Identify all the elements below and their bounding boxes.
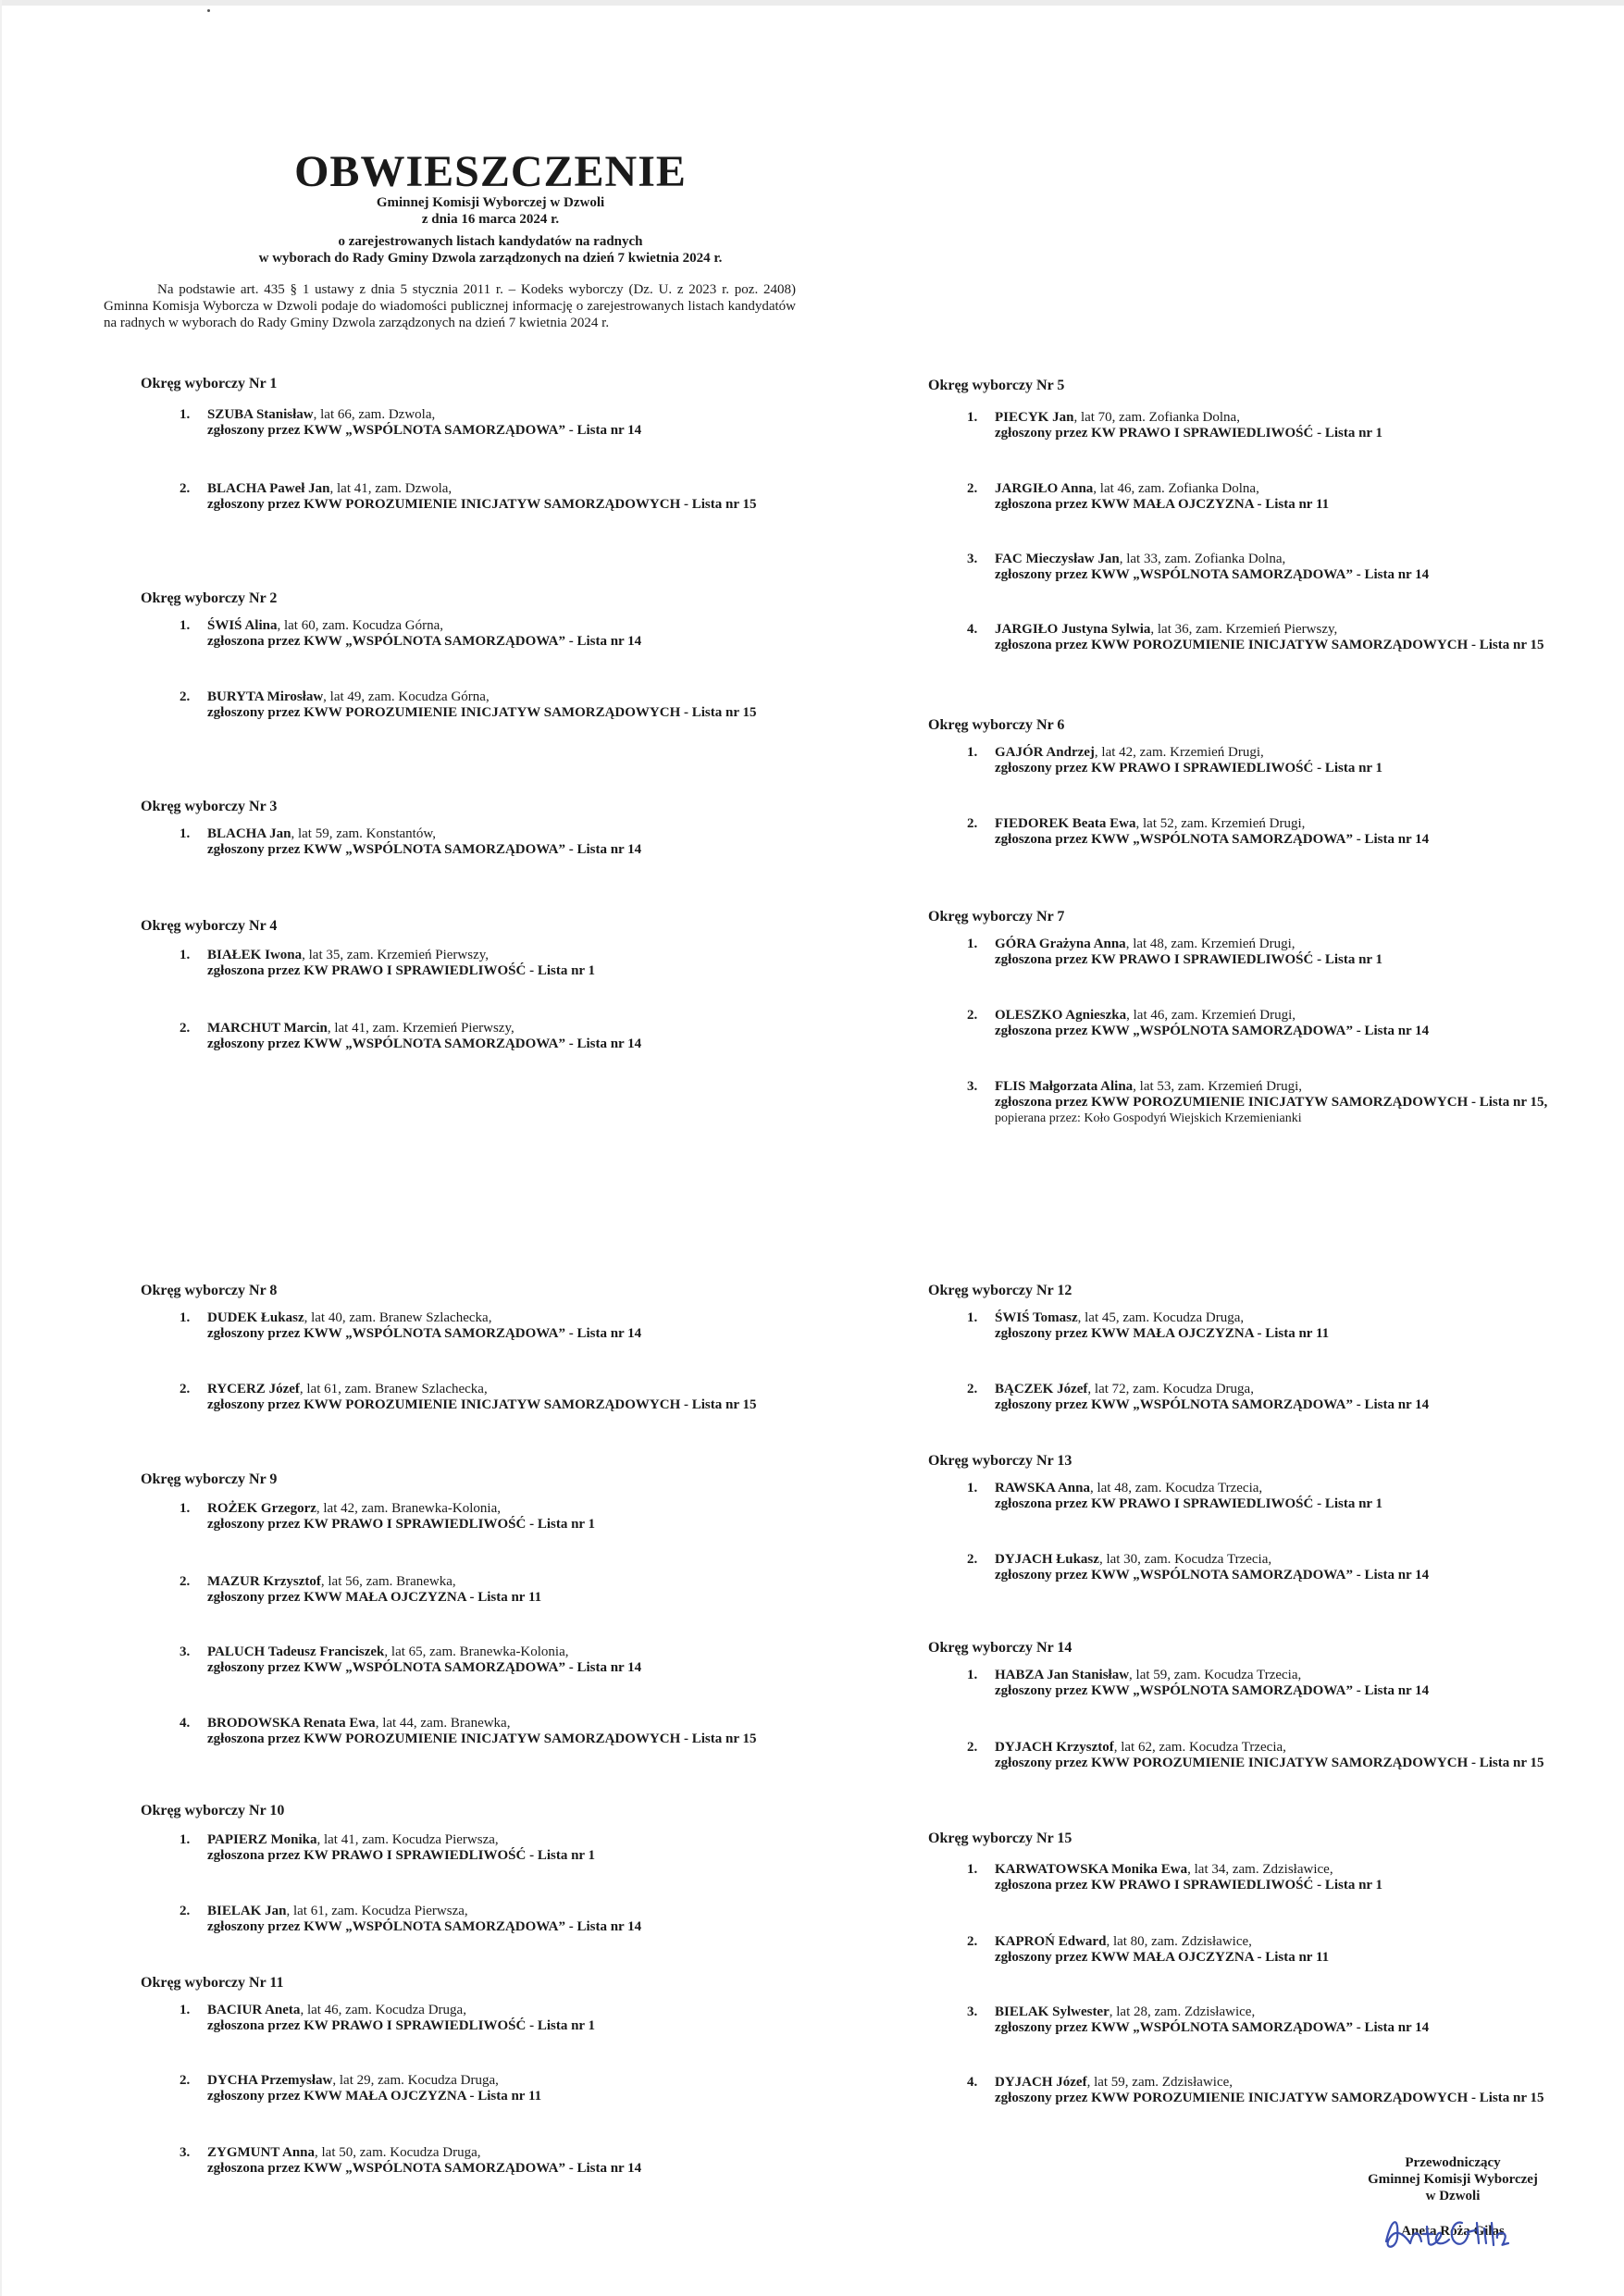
candidate-committee: zgłoszony przez KWW „WSPÓLNOTA SAMORZĄDOWA” - Lista nr 14: [995, 2020, 1430, 2035]
district-heading: Okręg wyborczy Nr 2: [141, 590, 278, 606]
candidate-entry: [967, 2004, 1596, 2036]
candidate-committee: zgłoszony przez KWW „WSPÓLNOTA SAMORZĄDOWA” - Lista nr 14: [207, 1326, 642, 1341]
candidate-number: 2.: [180, 2073, 191, 2088]
candidate-committee: zgłoszony przez KWW „WSPÓLNOTA SAMORZĄDOWA” - Lista nr 14: [207, 1036, 642, 1051]
candidate-details: , lat 28, zam. Zdzisławice,: [1109, 2004, 1256, 2019]
candidate-committee: zgłoszona przez KW PRAWO I SPRAWIEDLIWOŚĆ - Lista nr 1: [207, 963, 596, 978]
candidate-entry: [967, 1934, 1596, 1966]
candidate-name: SZUBA Stanisław: [207, 407, 314, 422]
candidate-details: , lat 41, zam. Kocudza Pierwsza,: [316, 1832, 499, 1847]
candidate-committee: zgłoszony przez KWW „WSPÓLNOTA SAMORZĄDOWA” - Lista nr 14: [207, 842, 642, 857]
candidate-entry: [180, 481, 809, 513]
candidate-committee: zgłoszony przez KWW POROZUMIENIE INICJATYW SAMORZĄDOWYCH - Lista nr 15: [207, 497, 757, 512]
candidate-details: , lat 59, zam. Kocudza Trzecia,: [1129, 1668, 1302, 1682]
candidate-name: GÓRA Grażyna Anna: [995, 937, 1126, 951]
candidate-details: , lat 45, zam. Kocudza Druga,: [1077, 1310, 1245, 1325]
candidate-details: , lat 34, zam. Zdzisławice,: [1187, 1862, 1333, 1877]
candidate-number: 1.: [967, 1481, 978, 1496]
candidate-details: , lat 62, zam. Kocudza Trzecia,: [1113, 1740, 1286, 1755]
candidate-name: JARGIŁO Justyna Sylwia: [995, 622, 1151, 637]
candidate-name: RYCERZ Józef: [207, 1382, 300, 1396]
candidate-name: JARGIŁO Anna: [995, 481, 1094, 496]
candidate-entry: [967, 1079, 1596, 1126]
candidate-number: 1.: [180, 407, 191, 422]
candidate-committee: zgłoszona przez KW PRAWO I SPRAWIEDLIWOŚĆ - Lista nr 1: [207, 1848, 596, 1863]
candidate-number: 2.: [180, 1904, 191, 1918]
candidate-name: HABZA Jan Stanisław: [995, 1668, 1130, 1682]
candidate-entry: [180, 1832, 809, 1864]
candidate-name: BIELAK Sylwester: [995, 2004, 1110, 2019]
district-heading: Okręg wyborczy Nr 4: [141, 918, 278, 934]
candidate-name: BACIUR Aneta: [207, 2003, 301, 2017]
candidate-entry: [180, 618, 809, 650]
district-heading: Okręg wyborczy Nr 3: [141, 799, 278, 814]
document-title: OBWIESZCZENIE: [294, 147, 687, 196]
candidate-entry: [967, 1382, 1596, 1413]
candidate-entry: [180, 2073, 809, 2104]
candidate-entry: [180, 689, 809, 721]
candidate-number: 2.: [180, 1574, 191, 1589]
candidate-name: DYJACH Krzysztof: [995, 1740, 1114, 1755]
candidate-number: 3.: [967, 2004, 978, 2019]
district-heading: Okręg wyborczy Nr 7: [928, 909, 1065, 925]
candidate-name: FIEDOREK Beata Ewa: [995, 816, 1136, 831]
candidate-number: 2.: [180, 689, 191, 704]
candidate-number: 1.: [180, 1501, 191, 1516]
candidate-number: 3.: [180, 1644, 191, 1659]
candidate-entry: [180, 1501, 809, 1533]
header-line-2: z dnia 16 marca 2024 r.: [421, 212, 560, 227]
candidate-committee: zgłoszony przez KWW „WSPÓLNOTA SAMORZĄDOWA” - Lista nr 14: [995, 1397, 1430, 1412]
candidate-name: PALUCH Tadeusz Franciszek: [207, 1644, 385, 1659]
candidate-entry: [180, 1382, 809, 1413]
candidate-committee: zgłoszony przez KW PRAWO I SPRAWIEDLIWOŚĆ - Lista nr 1: [207, 1517, 596, 1532]
candidate-details: , lat 53, zam. Krzemień Drugi,: [1133, 1079, 1303, 1094]
candidate-details: , lat 49, zam. Kocudza Górna,: [323, 689, 490, 704]
candidate-details: , lat 36, zam. Krzemień Pierwszy,: [1150, 622, 1338, 637]
candidate-name: ŚWIŚ Alina: [207, 618, 278, 633]
candidate-entry: [180, 1904, 809, 1935]
candidate-name: KARWATOWSKA Monika Ewa: [995, 1862, 1188, 1877]
candidate-number: 2.: [967, 1934, 978, 1949]
candidate-committee: zgłoszona przez KW PRAWO I SPRAWIEDLIWOŚĆ - Lista nr 1: [995, 1878, 1383, 1893]
candidate-number: 4.: [967, 2075, 978, 2090]
handwritten-signature: [1379, 2210, 1518, 2256]
candidate-name: BLACHA Paweł Jan: [207, 481, 330, 496]
candidate-name: ROŻEK Grzegorz: [207, 1501, 316, 1516]
candidate-number: 1.: [180, 1832, 191, 1847]
candidate-committee: zgłoszony przez KW PRAWO I SPRAWIEDLIWOŚĆ - Lista nr 1: [995, 426, 1383, 441]
district-heading: Okręg wyborczy Nr 10: [141, 1803, 285, 1818]
candidate-committee: zgłoszony przez KWW POROZUMIENIE INICJATYW SAMORZĄDOWYCH - Lista nr 15: [207, 705, 757, 720]
candidate-number: 2.: [180, 481, 191, 496]
candidate-name: GAJÓR Andrzej: [995, 745, 1095, 760]
candidate-details: , lat 80, zam. Zdzisławice,: [1106, 1934, 1252, 1949]
candidate-committee: zgłoszony przez KWW „WSPÓLNOTA SAMORZĄDOWA” - Lista nr 14: [995, 1568, 1430, 1582]
candidate-details: , lat 59, zam. Konstantów,: [291, 826, 436, 841]
candidate-name: DYJACH Łukasz: [995, 1552, 1099, 1567]
candidate-entry: [180, 407, 809, 439]
candidate-number: 2.: [967, 1008, 978, 1023]
candidate-name: ZYGMUNT Anna: [207, 2145, 316, 2160]
candidate-details: , lat 40, zam. Branew Szlachecka,: [304, 1310, 492, 1325]
district-heading: Okręg wyborczy Nr 9: [141, 1471, 278, 1487]
candidate-committee: zgłoszona przez KWW „WSPÓLNOTA SAMORZĄDOWA” - Lista nr 14: [207, 2161, 642, 2176]
candidate-entry: [967, 816, 1596, 848]
candidate-details: , lat 46, zam. Zofianka Dolna,: [1093, 481, 1259, 496]
candidate-name: DUDEK Łukasz: [207, 1310, 304, 1325]
candidate-details: , lat 46, zam. Krzemień Drugi,: [1126, 1008, 1295, 1023]
district-heading: Okręg wyborczy Nr 1: [141, 376, 278, 391]
candidate-name: KAPROŃ Edward: [995, 1934, 1107, 1949]
candidate-number: 2.: [967, 481, 978, 496]
candidate-entry: [180, 2003, 809, 2034]
candidate-committee: zgłoszony przez KWW POROZUMIENIE INICJATYW SAMORZĄDOWYCH - Lista nr 15: [995, 1756, 1544, 1770]
candidate-name: BIELAK Jan: [207, 1904, 287, 1918]
district-heading: Okręg wyborczy Nr 6: [928, 717, 1065, 733]
candidate-entry: [180, 826, 809, 858]
candidate-entry: [180, 1644, 809, 1676]
district-heading: Okręg wyborczy Nr 11: [141, 1975, 284, 1991]
candidate-name: OLESZKO Agnieszka: [995, 1008, 1127, 1023]
candidate-number: 1.: [180, 618, 191, 633]
candidate-committee: zgłoszona przez KWW MAŁA OJCZYZNA - Lista nr 11: [995, 497, 1330, 512]
candidate-details: , lat 33, zam. Zofianka Dolna,: [1119, 552, 1286, 566]
candidate-details: , lat 70, zam. Zofianka Dolna,: [1073, 410, 1240, 425]
candidate-details: , lat 72, zam. Kocudza Druga,: [1087, 1382, 1254, 1396]
header-line-4: w wyborach do Rady Gminy Dzwola zarządzonych na dzień 7 kwietnia 2024 r.: [258, 251, 723, 266]
candidate-details: , lat 48, zam. Kocudza Trzecia,: [1089, 1481, 1263, 1496]
candidate-committee: zgłoszony przez KWW „WSPÓLNOTA SAMORZĄDOWA” - Lista nr 14: [207, 1919, 642, 1934]
candidate-entry: [967, 1740, 1596, 1771]
candidate-details: , lat 59, zam. Zdzisławice,: [1086, 2075, 1233, 2090]
candidate-committee: zgłoszona przez KWW „WSPÓLNOTA SAMORZĄDOWA” - Lista nr 14: [995, 832, 1430, 847]
candidate-details: , lat 42, zam. Branewka-Kolonia,: [316, 1501, 501, 1516]
candidate-number: 1.: [967, 410, 978, 425]
candidate-number: 2.: [967, 1382, 978, 1396]
candidate-number: 1.: [967, 1310, 978, 1325]
signature-name: Aneta Róża Gilas: [1401, 2224, 1505, 2239]
signature-role: Przewodniczący: [1405, 2155, 1501, 2170]
candidate-details: , lat 52, zam. Krzemień Drugi,: [1135, 816, 1306, 831]
candidate-committee: zgłoszona przez KWW POROZUMIENIE INICJATYW SAMORZĄDOWYCH - Lista nr 15: [995, 638, 1544, 652]
candidate-committee: zgłoszona przez KW PRAWO I SPRAWIEDLIWOŚĆ - Lista nr 1: [995, 1496, 1383, 1511]
candidate-details: , lat 41, zam. Krzemień Pierwszy,: [327, 1021, 514, 1036]
candidate-number: 2.: [967, 1740, 978, 1755]
candidate-number: 3.: [967, 552, 978, 566]
candidate-details: , lat 48, zam. Krzemień Drugi,: [1125, 937, 1295, 951]
candidate-number: 2.: [967, 816, 978, 831]
candidate-committee: zgłoszony przez KWW „WSPÓLNOTA SAMORZĄDOWA” - Lista nr 14: [995, 1683, 1430, 1698]
candidate-name: MAZUR Krzysztof: [207, 1574, 321, 1589]
candidate-name: BĄCZEK Józef: [995, 1382, 1088, 1396]
candidate-name: PAPIERZ Monika: [207, 1832, 317, 1847]
candidate-entry: [967, 2075, 1596, 2106]
candidate-committee: zgłoszona przez KW PRAWO I SPRAWIEDLIWOŚĆ - Lista nr 1: [995, 952, 1383, 967]
candidate-details: , lat 66, zam. Dzwola,: [313, 407, 436, 422]
candidate-number: 2.: [180, 1021, 191, 1036]
candidate-details: , lat 61, zam. Kocudza Pierwsza,: [286, 1904, 468, 1918]
scan-top-edge: [0, 0, 1624, 6]
candidate-entry: [180, 948, 809, 979]
candidate-entry: [967, 1668, 1596, 1699]
candidate-committee: zgłoszona przez KWW POROZUMIENIE INICJATYW SAMORZĄDOWYCH - Lista nr 15: [207, 1731, 757, 1746]
candidate-entry: [180, 1716, 809, 1747]
header-line-1: Gminnej Komisji Wyborczej w Dzwoli: [376, 195, 605, 210]
scan-left-edge: [0, 0, 2, 2296]
candidate-number: 2.: [967, 1552, 978, 1567]
district-heading: Okręg wyborczy Nr 14: [928, 1640, 1072, 1656]
candidate-details: , lat 60, zam. Kocudza Górna,: [277, 618, 443, 633]
candidate-entry: [967, 1008, 1596, 1039]
candidate-committee: zgłoszona przez KWW POROZUMIENIE INICJATYW SAMORZĄDOWYCH - Lista nr 15,: [995, 1095, 1548, 1110]
candidate-number: 4.: [180, 1716, 191, 1731]
candidate-details: , lat 30, zam. Kocudza Trzecia,: [1098, 1552, 1272, 1567]
header-line-3: o zarejestrowanych listach kandydatów na radnych: [338, 234, 643, 249]
district-heading: Okręg wyborczy Nr 13: [928, 1453, 1072, 1469]
candidate-entry: [967, 745, 1596, 776]
district-heading: Okręg wyborczy Nr 8: [141, 1283, 278, 1298]
district-heading: Okręg wyborczy Nr 12: [928, 1283, 1072, 1298]
candidate-details: , lat 42, zam. Krzemień Drugi,: [1094, 745, 1264, 760]
candidate-entry: [967, 552, 1596, 583]
candidate-name: FLIS Małgorzata Alina: [995, 1079, 1134, 1094]
candidate-name: PIECYK Jan: [995, 410, 1074, 425]
candidate-entry: [967, 937, 1596, 968]
candidate-number: 3.: [180, 2145, 191, 2160]
signature-committee: Gminnej Komisji Wyborczej: [1368, 2172, 1538, 2187]
candidate-name: RAWSKA Anna: [995, 1481, 1090, 1496]
candidate-entry: [967, 1481, 1596, 1512]
candidate-entry: [180, 1574, 809, 1606]
candidate-committee: zgłoszony przez KWW POROZUMIENIE INICJATYW SAMORZĄDOWYCH - Lista nr 15: [207, 1397, 757, 1412]
candidate-number: 1.: [967, 937, 978, 951]
candidate-number: 1.: [180, 948, 191, 962]
candidate-name: DYCHA Przemysław: [207, 2073, 333, 2088]
candidate-details: , lat 56, zam. Branewka,: [320, 1574, 456, 1589]
candidate-committee: zgłoszony przez KWW „WSPÓLNOTA SAMORZĄDOWA” - Lista nr 14: [207, 423, 642, 438]
candidate-details: , lat 41, zam. Dzwola,: [329, 481, 452, 496]
candidate-name: BURYTA Mirosław: [207, 689, 324, 704]
candidate-support: popierana przez: Koło Gospodyń Wiejskich Krzemienianki: [995, 1111, 1302, 1125]
candidate-details: , lat 46, zam. Kocudza Druga,: [300, 2003, 466, 2017]
candidate-entry: [180, 1021, 809, 1052]
candidate-entry: [967, 1552, 1596, 1583]
candidate-entry: [967, 481, 1596, 513]
candidate-number: 1.: [180, 1310, 191, 1325]
candidate-committee: zgłoszony przez KWW MAŁA OJCZYZNA - Lista nr 11: [207, 1590, 542, 1605]
candidate-entry: [180, 2145, 809, 2177]
candidate-details: , lat 29, zam. Kocudza Druga,: [332, 2073, 499, 2088]
candidate-entry: [180, 1310, 809, 1342]
candidate-name: DYJACH Józef: [995, 2075, 1087, 2090]
district-heading: Okręg wyborczy Nr 5: [928, 378, 1065, 393]
candidate-entry: [967, 1862, 1596, 1893]
scan-speck: [207, 9, 210, 12]
candidate-number: 4.: [967, 622, 978, 637]
candidate-committee: zgłoszona przez KW PRAWO I SPRAWIEDLIWOŚĆ - Lista nr 1: [207, 2018, 596, 2033]
candidate-number: 1.: [967, 1862, 978, 1877]
candidate-committee: zgłoszony przez KWW MAŁA OJCZYZNA - Lista nr 11: [995, 1326, 1330, 1341]
candidate-number: 1.: [967, 1668, 978, 1682]
candidate-committee: zgłoszona przez KWW „WSPÓLNOTA SAMORZĄDOWA” - Lista nr 14: [995, 1024, 1430, 1038]
candidate-name: MARCHUT Marcin: [207, 1021, 328, 1036]
candidate-name: BIAŁEK Iwona: [207, 948, 303, 962]
candidate-number: 2.: [180, 1382, 191, 1396]
candidate-details: , lat 61, zam. Branew Szlachecka,: [299, 1382, 488, 1396]
candidate-committee: zgłoszony przez KWW MAŁA OJCZYZNA - Lista nr 11: [207, 2089, 542, 2104]
candidate-details: , lat 65, zam. Branewka-Kolonia,: [384, 1644, 569, 1659]
candidate-name: BLACHA Jan: [207, 826, 291, 841]
candidate-details: , lat 35, zam. Krzemień Pierwszy,: [302, 948, 490, 962]
candidate-committee: zgłoszona przez KWW „WSPÓLNOTA SAMORZĄDOWA” - Lista nr 14: [207, 634, 642, 649]
candidate-number: 1.: [967, 745, 978, 760]
candidate-entry: [967, 622, 1596, 653]
candidate-committee: zgłoszony przez KW PRAWO I SPRAWIEDLIWOŚĆ - Lista nr 1: [995, 761, 1383, 776]
candidate-name: BRODOWSKA Renata Ewa: [207, 1716, 376, 1731]
candidate-name: FAC Mieczysław Jan: [995, 552, 1120, 566]
candidate-number: 1.: [180, 2003, 191, 2017]
candidate-committee: zgłoszony przez KWW „WSPÓLNOTA SAMORZĄDOWA” - Lista nr 14: [995, 567, 1430, 582]
candidate-details: , lat 44, zam. Branewka,: [375, 1716, 511, 1731]
candidate-number: 3.: [967, 1079, 978, 1094]
candidate-number: 1.: [180, 826, 191, 841]
candidate-committee: zgłoszony przez KWW POROZUMIENIE INICJATYW SAMORZĄDOWYCH - Lista nr 15: [995, 2091, 1544, 2105]
intro-paragraph: Na podstawie art. 435 § 1 ustawy z dnia 5 stycznia 2011 r. – Kodeks wyborczy (Dz. U. z 2023 r. poz. 2408) Gminna Komisja Wyborcza w Dzwoli podaje do wiadomości publicznej informację o zarejestrowanych listach kandydatów na radnych w wyborach do Rady Gminy Dzwola zarządzonych na dzień 7 kwietnia 2024 r.: [104, 282, 796, 330]
candidate-entry: [967, 1310, 1596, 1342]
district-heading: Okręg wyborczy Nr 15: [928, 1831, 1072, 1846]
candidate-details: , lat 50, zam. Kocudza Druga,: [315, 2145, 481, 2160]
candidate-entry: [967, 410, 1596, 441]
signature-place: w Dzwoli: [1425, 2189, 1481, 2203]
candidate-committee: zgłoszony przez KWW MAŁA OJCZYZNA - Lista nr 11: [995, 1950, 1330, 1965]
candidate-committee: zgłoszony przez KWW „WSPÓLNOTA SAMORZĄDOWA” - Lista nr 14: [207, 1660, 642, 1675]
candidate-name: ŚWIŚ Tomasz: [995, 1310, 1078, 1325]
